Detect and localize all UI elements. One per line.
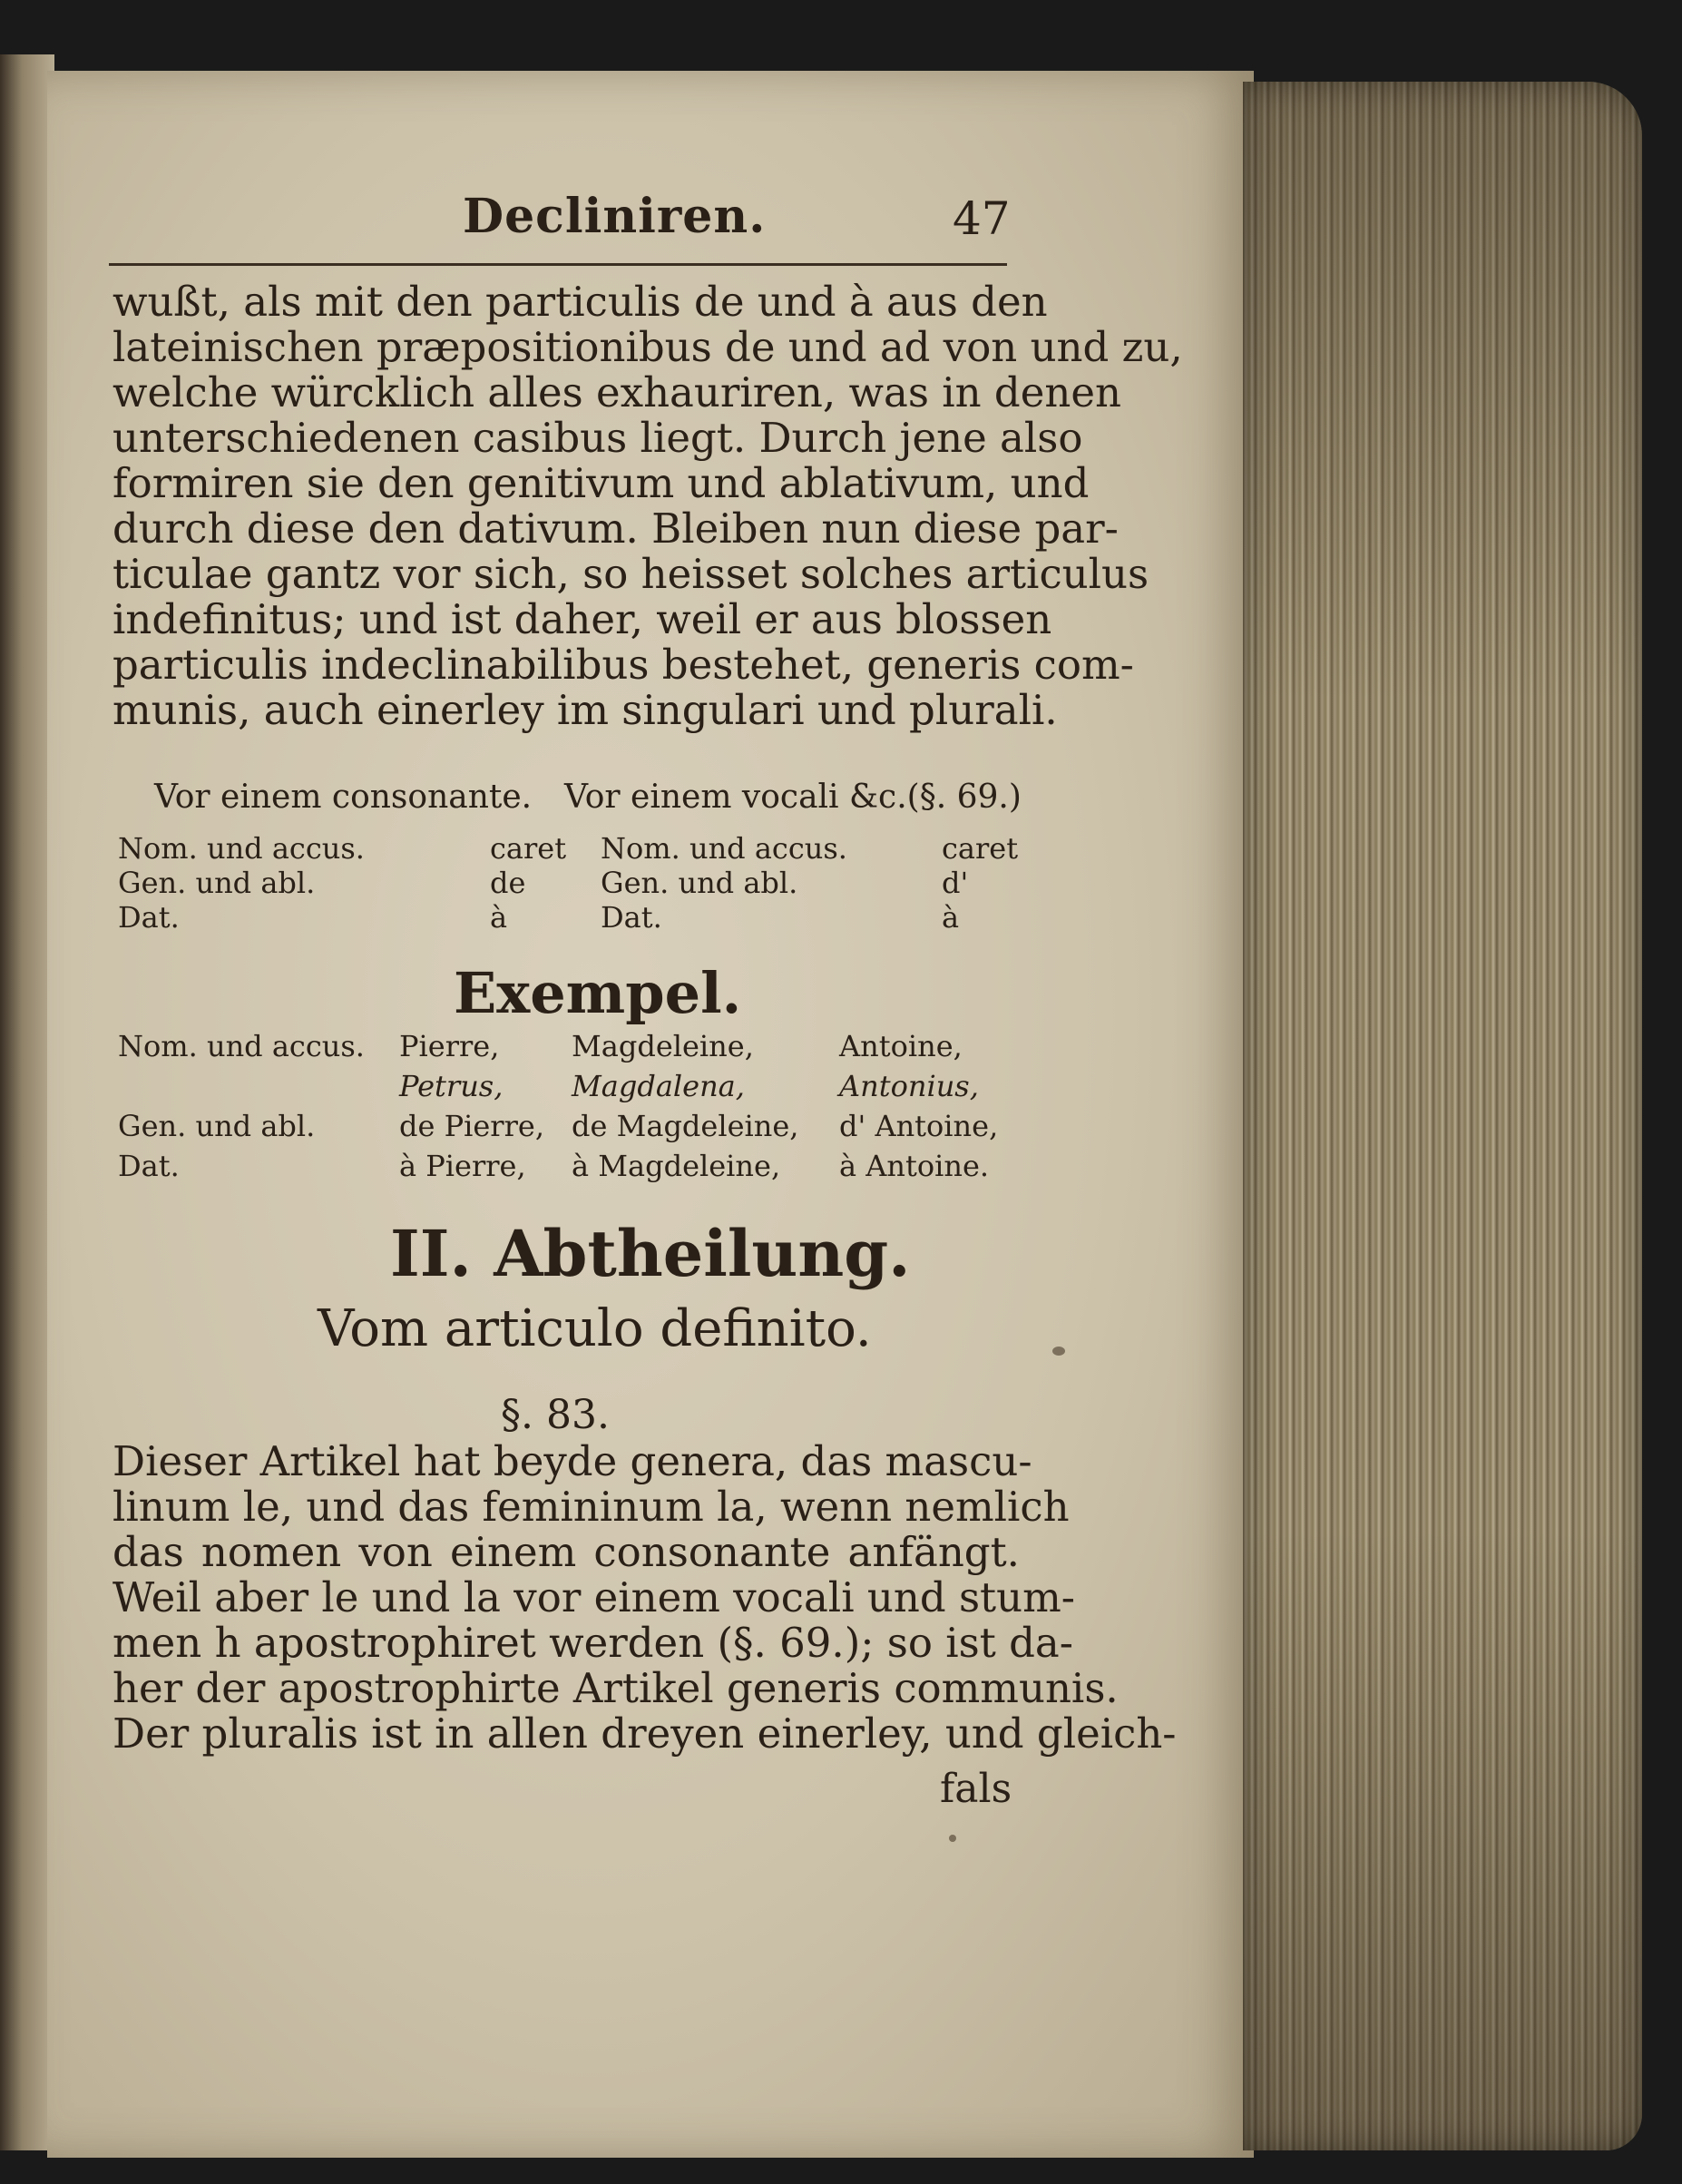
table-cell: Nom. und accus. (601, 831, 847, 866)
text-line: Weil aber le und la vor einem vocali und stum- (112, 1573, 1075, 1621)
table-row (118, 866, 1016, 900)
text-line: unterschiedenen casibus liegt. Durch jene also (112, 414, 1083, 462)
section-heading: II. Abtheilung. (390, 1216, 911, 1291)
table-cell: Gen. und abl. (601, 866, 798, 900)
table-cell: Gen. und abl. (118, 1109, 316, 1143)
catchword: fals (940, 1766, 1012, 1812)
ink-spot (949, 1835, 956, 1842)
table-cell: d' Antoine, (839, 1109, 999, 1143)
table-row (118, 1069, 1025, 1109)
example-heading: Exempel. (454, 960, 742, 1026)
text-line: munis, auch einerley im singulari und plurali. (112, 686, 1058, 734)
table-cell: d' (942, 866, 969, 900)
table-cell: Gen. und abl. (118, 866, 316, 900)
table-cell: Nom. und accus. (118, 831, 365, 866)
table-row (118, 900, 1016, 935)
table-cell: à (942, 900, 960, 935)
table-cell: de Pierre, (399, 1109, 544, 1143)
text-line: Der pluralis ist in allen dreyen einerley, und gleich- (112, 1709, 1177, 1758)
text-line: welche würcklich alles exhauriren, was in denen (112, 368, 1121, 416)
table-cell: à Magdeleine, (572, 1149, 781, 1183)
caption-vocal: Vor einem vocali &c.(§. 69.) (564, 779, 1022, 816)
caption-consonant: Vor einem consonante. (154, 779, 533, 816)
text-line: durch diese den dativum. Bleiben nun diese par- (112, 504, 1119, 553)
table-row (118, 831, 1019, 866)
text-line: her der apostrophirte Artikel generis communis. (112, 1664, 1119, 1712)
table-row (118, 1149, 1025, 1189)
header-rule (109, 263, 1007, 266)
table-cell: à (490, 900, 508, 935)
previous-page-edge (0, 54, 54, 2150)
text-line: particulis indeclinabilibus bestehet, generis com- (112, 641, 1134, 689)
table-cell: Dat. (118, 1149, 180, 1183)
paragraph-mark: §. 83. (501, 1392, 610, 1438)
page-number: 47 (953, 192, 1011, 245)
table-cell: Pierre, (399, 1029, 500, 1063)
text-line: wußt, als mit den particulis de und à aus den (112, 278, 1048, 326)
paragraph-2 (112, 1437, 1177, 1758)
table-cell: Nom. und accus. (118, 1029, 365, 1063)
text-line: indefinitus; und ist daher, weil er aus blossen (112, 595, 1052, 643)
table-cell: Magdeleine, (572, 1029, 754, 1063)
text-line: lateinischen præpositionibus de und ad von und zu, (112, 323, 1183, 371)
paragraph-1 (112, 278, 1183, 734)
declension-table (118, 831, 1019, 935)
example-table (118, 1029, 1025, 1189)
text-line: Dieser Artikel hat beyde genera, das mascu- (112, 1437, 1032, 1485)
table-cell: Dat. (601, 900, 662, 935)
running-title: Decliniren. (463, 189, 767, 244)
table-cell: caret (490, 831, 567, 866)
text-line: ticulae gantz vor sich, so heisset solches articulus (112, 550, 1149, 598)
table-cell: Antoine, (839, 1029, 963, 1063)
text-line: das nomen von einem consonante anfängt. (112, 1528, 1020, 1576)
text-line: formiren sie den genitivum und ablativum, und (112, 459, 1090, 507)
table-cell: caret (942, 831, 1019, 866)
section-subheading: Vom articulo definito. (318, 1299, 872, 1358)
running-header (109, 189, 1016, 252)
text-line: linum le, und das femininum la, wenn nemlich (112, 1483, 1070, 1531)
table-cell: Magdalena, (572, 1069, 745, 1103)
page-block-shadow (1243, 82, 1642, 2150)
table-cell: à Pierre, (399, 1149, 526, 1183)
table-cell: de (490, 866, 526, 900)
table-cell: de Magdeleine, (572, 1109, 799, 1143)
table-cell: Dat. (118, 900, 180, 935)
table-cell: Antonius, (839, 1069, 979, 1103)
table-row (118, 1029, 1025, 1069)
table-row (118, 1109, 1025, 1149)
table-cell: à Antoine. (839, 1149, 990, 1183)
table-cell: Petrus, (399, 1069, 504, 1103)
ink-spot (1052, 1347, 1065, 1356)
text-line: men h apostrophiret werden (§. 69.); so ist da- (112, 1619, 1073, 1667)
